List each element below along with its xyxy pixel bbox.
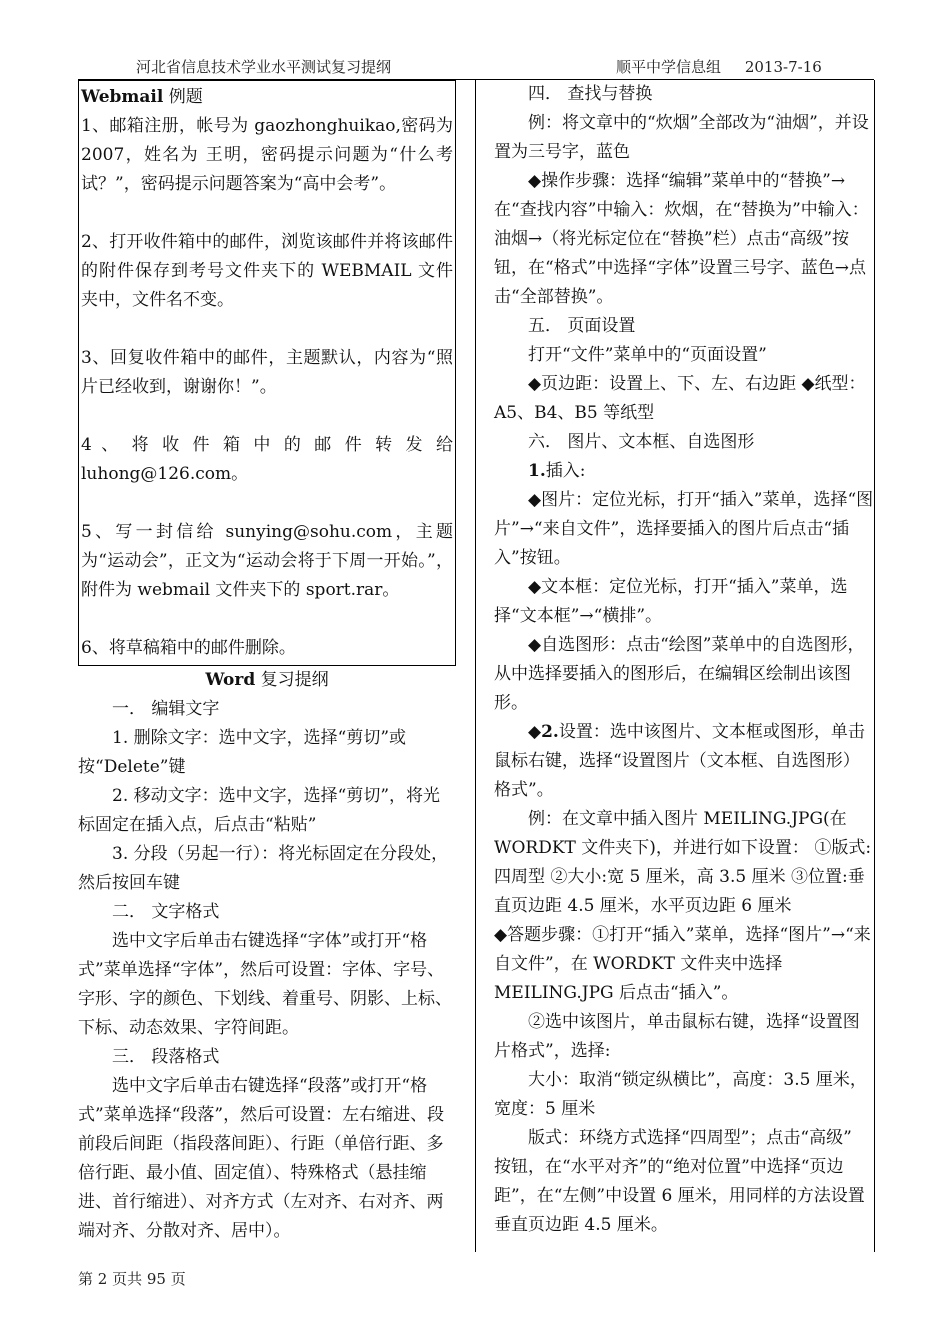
layout-6: 版式：环绕方式选择“四周型”；点击“高级” 按钮，在“水平对齐”的“绝对位置”中选择“页边距”，在“左侧”中设置 6 厘米，用同样的方法设置垂直页边距 4.5 厘米。: [494, 1128, 865, 1235]
open-5: 打开“文件”菜单中的“页面设置”: [528, 345, 767, 365]
spacer: [81, 199, 453, 228]
webmail-example-box: [78, 80, 456, 666]
word-item-1-2: 2. 移动文字：选中文字，选择“剪切”，将光标固定在插入点，后点击“粘贴”: [78, 786, 441, 835]
heading-4: 四． 查找与替换: [528, 84, 653, 104]
header-title: 河北省信息技术学业水平测试复习提纲: [136, 58, 392, 76]
webmail-title-rest: 例题: [163, 87, 203, 107]
word-body-2: 选中文字后单击右键选择“字体”或打开“格式”菜单选择“字体”，然后可设置：字体、字号、字形、字的颜色、下划线、着重号、阴影、上标、下标、动态效果、字符间距。: [78, 931, 452, 1038]
word-item-1-3: 3. 分段（另起一行）：将光标固定在分段处，然后按回车键: [78, 844, 449, 893]
settings-6-bold: 2.: [541, 722, 559, 742]
settings-6-rest: 设置：选中该图片、文本框或图形，单击鼠标右键，选择“设置图片（文本框、自选图形）格式”。: [494, 722, 865, 800]
example-6: 例：在文章中插入图片 MEILING.JPG(在 WORDKT 文件夹下)，并进行如下设置： ①版式:四周型 ②大小:宽 5 厘米，高 3.5 厘米 ③位置:垂直页边距 4.5 厘米，水平页边距 6 厘米: [494, 809, 872, 916]
header-org-date: 顺平中学信息组 2013-7-16: [616, 58, 822, 76]
word-section-title: [78, 666, 456, 695]
word-heading-1: 一． 编辑文字: [112, 699, 220, 719]
insert-6-rest: 插入:: [545, 461, 586, 481]
word-heading-3: 三． 段落格式: [112, 1047, 220, 1067]
shape-6: ◆自选图形：点击“绘图”菜单中的自选图形，从中选择要插入的图形后，在编辑区绘制出该图形。: [494, 635, 865, 713]
items-5: ◆页边距：设置上、下、左、右边距 ◆纸型：A5、B4、B5 等纸型: [494, 374, 866, 423]
heading-5: 五． 页面设置: [528, 316, 636, 336]
webmail-title: [81, 83, 453, 112]
insert-6: [494, 457, 874, 486]
settings-6: [494, 718, 874, 805]
textbox-6: ◆文本框：定位光标，打开“插入”菜单，选择“文本框”→“横排”。: [494, 577, 848, 626]
webmail-title-bold: Webmail: [81, 87, 164, 107]
column-divider: [475, 80, 476, 1252]
webmail-q1: 1、邮箱注册，帐号为 gaozhonghuikao,密码为 2007，姓名为 王明，密码提示问题为“什么考试？”，密码提示问题答案为“高中会考”。: [81, 116, 453, 194]
page-header: [78, 56, 874, 80]
word-heading-2: 二． 文字格式: [112, 902, 220, 922]
spacer: [81, 315, 453, 344]
webmail-q3: 3、回复收件箱中的邮件，主题默认，内容为“照片已经收到，谢谢你！”。: [81, 348, 453, 397]
step2-6: ②选中该图片，单击鼠标右键，选择“设置图片格式”，选择:: [494, 1012, 860, 1061]
settings-6-prefix: ◆: [528, 722, 542, 742]
webmail-q5: 5、写一封信给 sunying@sohu.com，主题为“运动会”，正文为“运动会将于下周一开始。”，附件为 webmail 文件夹下的 sport.rar。: [81, 522, 453, 600]
answer-6: ◆答题步骤：①打开“插入”菜单，选择“图片”→“来自文件”，在 WORDKT 文件夹中选择 MEILING.JPG 后点击“插入”。: [494, 925, 871, 1003]
steps-4: ◆操作步骤：选择“编辑”菜单中的“替换”→在“查找内容”中输入：炊烟，在“替换为”中输入：油烟→（将光标定位在“替换”栏）点击“高级”按钮，在“格式”中选择“字体”设置三号字、蓝色→点击“全部替换”。: [494, 171, 869, 307]
heading-6: 六． 图片、文本框、自选图形: [528, 432, 755, 452]
webmail-q6: 6、将草稿箱中的邮件删除。: [81, 638, 296, 658]
insert-6-bold: 1.: [528, 461, 546, 481]
word-title-bold: Word: [205, 670, 256, 690]
webmail-q2: 2、打开收件箱中的邮件，浏览该邮件并将该邮件的附件保存到考号文件夹下的 WEBMAIL 文件夹中，文件名不变。: [81, 232, 453, 310]
picture-6: ◆图片：定位光标，打开“插入”菜单，选择“图片”→“来自文件”，选择要插入的图片后点击“插入”按钮。: [494, 490, 874, 568]
right-column: [494, 80, 874, 1240]
webmail-q4: 4 、 将 收 件 箱 中 的 邮 件 转 发 给 luhong@126.com。: [81, 435, 453, 484]
right-border: [874, 80, 875, 1252]
spacer: [81, 402, 453, 431]
word-title-rest: 复习提纲: [255, 670, 329, 690]
spacer: [81, 605, 453, 634]
word-body-3: 选中文字后单击右键选择“段落”或打开“格式”菜单选择“段落”，然后可设置：左右缩进、段前段后间距（指段落间距）、行距（单倍行距、多倍行距、最小值、固定值）、特殊格式（悬挂缩进、首行缩进）、对齐方式（左对齐、右对齐、两端对齐、分散对齐、居中）。: [78, 1076, 445, 1241]
left-column: [78, 80, 456, 1246]
example-4: 例：将文章中的“炊烟”全部改为“油烟”，并设置为三号字，蓝色: [494, 113, 869, 162]
page-footer: 第 2 页共 95 页: [78, 1270, 186, 1288]
size-6: 大小：取消“锁定纵横比”，高度：3.5 厘米，宽度：5 厘米: [494, 1070, 867, 1119]
spacer: [81, 489, 453, 518]
word-item-1-1: 1. 删除文字：选中文字，选择“剪切”或按“Delete”键: [78, 728, 407, 777]
